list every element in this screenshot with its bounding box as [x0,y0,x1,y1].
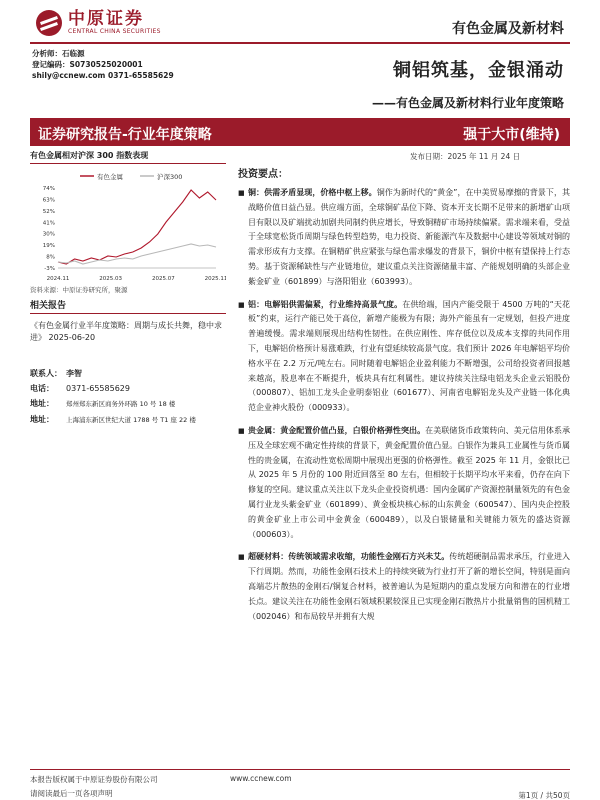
report-title: 铜铝筑基，金银涌动 [393,60,564,81]
point-body: 传统超硬制品需求承压，行业进入下行周期。然而，功能性金刚石技术上的持续突破为行业打开了新的增长空间，特别是面向高端芯片散热的金刚石/铜复合材料，被普遍认为是短期内的重点发展方向和潜在的行业增长点。建议关注在功能性金刚石领域积累较深且已实现金刚石散热片小批量销售的国机精工（002046）和布局较早并拥有大规 [248,552,570,621]
contact-addr2: 上海浦东新区世纪大道 1788 号 T1 座 22 楼 [66,416,196,424]
contact-addr1: 郑州郑东新区商务外环路 10 号 18 楼 [66,400,176,408]
chart-svg [30,164,226,284]
page-header [0,0,600,44]
chart-source: 资料来源：中原证券研究所，聚源 [30,286,128,294]
contact-addr2-label: 地址： [30,415,54,424]
y-tick-label: -3% [44,266,55,272]
point-superhard [238,550,570,624]
analyst-contact: shily@ccnew.com 0371-65585629 [32,71,174,80]
point-lead: 超硬材料：传统领域需求收缩，功能性金刚石方兴未艾。 [248,552,450,562]
point-lead: 铜：供需矛盾显现，价格中枢上移。 [248,188,377,197]
left-sidebar [30,150,226,428]
footer-copyright: 本报告版权属于中原证券股份有限公司 [30,775,158,784]
y-tick-label: 41% [42,220,55,227]
analyst-label: 分析师： [32,49,62,58]
performance-chart [30,163,226,283]
contact-person: 李智 [66,369,82,378]
legend-label: 沪深300 [157,173,183,181]
y-tick-label: 63% [42,197,55,204]
y-tick-label: 8% [46,254,55,261]
y-tick-label: 52% [42,208,55,215]
y-tick-label: 30% [42,231,55,238]
publish-date: 发布日期：2025 年 11 月 24 日 [410,152,521,161]
page-number: 第1页 / 共50页 [518,791,570,800]
logo-cn: 中原证券 [68,9,144,29]
legend-label: 有色金属 [97,173,123,181]
x-tick-label: 2024.11 [46,276,70,282]
point-body: 在供给端，国内产能受限于 4500 万吨的“天花板”约束，运行产能已处于高位，新增产能极为有限；海外产能虽有一定规划，但投产进度普遍缓慢。需求端则展现出结构性韧性。在供应刚性、库存低位以及成本支撑的共同作用下，电解铝价格预计易涨难跌，行业有望延续较高景气度。我们预计 2026 年电解铝平均价格水平在 2.2 万元/吨左右。同时随着电解铝企业盈利能力不断增强，公司给投资者回报越来越高，股息率在不断提升，板块具有红利属性。建议持续关注绿电铝龙头企业云铝股份（000807）、铝加工龙头企业明泰铝业（601677）、河南省电解铝龙头及产业链一体化典范企业神火股份（000933）。 [248,299,570,413]
report-banner [30,118,570,146]
related-reports-head: 相关报告 [30,298,226,314]
point-lead: 贵金属：黄金配置价值凸显，白银价格弹性突出。 [248,425,426,435]
rating: 强于大市(维持) [463,127,560,143]
contact-phone-label: 电话： [30,384,54,393]
industry-tag: 有色金属及新材料 [452,21,564,37]
points-heading: 投资要点： [238,169,288,180]
point-lead: 铝：电解铝供需偏紧，行业维持高景气度。 [248,299,403,309]
footer-url[interactable]: www.ccnew.com [230,774,292,783]
x-tick-label: 2025.03 [99,276,123,282]
analyst-info [32,48,174,81]
point-precious-metals [238,424,570,542]
header-divider [30,42,570,44]
chart-title: 有色金属相对沪深 300 指数表现 [30,151,149,160]
y-tick-label: 19% [42,243,55,250]
logo-en: CENTRAL CHINA SECURITIES [68,28,161,35]
analyst-name: 石临源 [62,49,85,58]
point-body: 在美联储货币政策转向、美元信用体系承压及全球宏观不确定性持续的背景下，黄金配置价值凸显。白银作为兼具工业属性与货币属性的贵金属，在流动性宽松周期中展现出更强的价格弹性。截至 2025 年 11 月，金银比已从 2025 年 5 月份的 100 附近回落至 80 左右，但相较于长期平均水平来看，仍存在向下修复的空间。建议重点关注以下龙头企业投资机遇：国内金属矿产资源控制量领先的有色金属行业龙头紫金矿业（601899）、黄金板块核心标的山东黄金（600547）、国内央企控股的黄金矿业上市公司中金黄金（600489），以及白银储量和关键能力领先的盛达资源（000603）。 [248,425,571,539]
series-line-nonferrous [58,190,216,264]
footer-divider [30,769,570,770]
report-type: 证券研究报告-行业年度策略 [38,127,212,143]
contact-addr1-label: 地址： [30,399,54,408]
x-tick-label: 2025.07 [151,276,175,282]
footer-disclaimer: 请阅读最后一页各项声明 [30,789,113,798]
contact-person-label: 联系人： [30,369,62,378]
point-body: 铜作为新时代的“黄金”，在中美贸易摩擦的背景下，其战略价值日益凸显。供应端方面，全球铜矿品位下降、资本开支长期不足带来的新增矿山项目有限以及矿端扰动加剧共同制约供应增长，导致铜精矿市场持续偏紧。需求端来看，受益于全球宽松货币周期与绿色转型趋势，电力投资、新能源汽车及数据中心建设等领域对铜的需求形成有力支撑。在铜精矿供应紧张与绿色需求爆发的背景下，铜价中枢有望保持上行态势。基于资源稀缺性与产业链地位，建议重点关注资源储量丰富、产能规划明确的头部企业紫金矿业（601899）与洛阳钼业（603993）。 [248,188,570,286]
contact-phone: 0371-65585629 [66,384,130,393]
x-tick-label: 2025.11 [204,276,226,282]
point-aluminum [238,298,570,416]
company-logo [36,10,161,36]
related-report-item[interactable]: 《有色金属行业半年度策略：周期与成长共舞，稳中求进》 2025-06-20 [30,321,222,342]
reg-code: S0730525020001 [69,60,143,69]
point-copper [238,186,570,290]
report-subtitle: ——有色金属及新材料行业年度策略 [371,96,564,110]
logo-mark-icon [36,10,62,36]
reg-label: 登记编码： [32,60,70,69]
investment-points [238,165,570,632]
contact-block [30,366,226,428]
y-tick-label: 74% [42,186,55,192]
